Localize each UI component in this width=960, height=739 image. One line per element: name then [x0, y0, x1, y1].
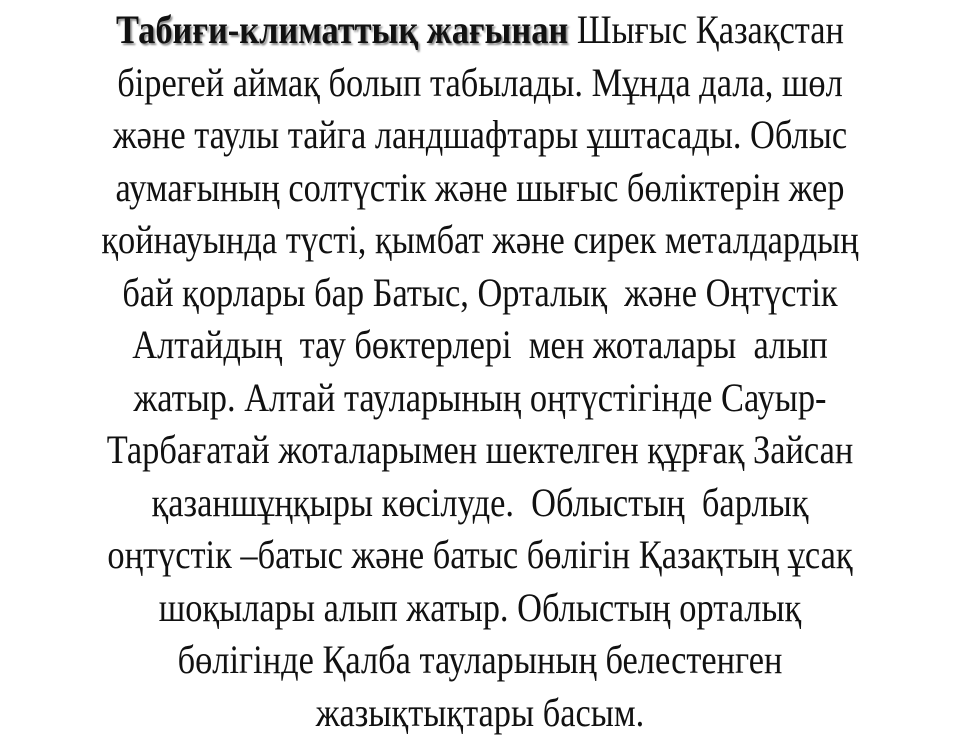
text-line: аумағының солтүстік және шығыс бөліктерін жер — [67, 162, 893, 215]
heading-text: Табиғи-климаттық жағынан — [116, 7, 568, 52]
text-line-content: Шығыс Қазақстан — [568, 7, 844, 52]
body-text — [0, 4, 960, 739]
text-line: бай қорлары бар Батыс, Орталық және Оңтүстік — [67, 267, 893, 320]
text-line — [67, 4, 893, 57]
text-line: жатыр. Алтай тауларының оңтүстігінде Сауыр- — [67, 372, 893, 425]
text-line: шоқылары алып жатыр. Облыстың орталық — [67, 582, 893, 635]
text-line: Алтайдың тау бөктерлері мен жоталары алып — [67, 319, 893, 372]
text-line: бөлігінде Қалба тауларының белестенген — [67, 634, 893, 687]
text-line: бірегей аймақ болып табылады. Мұнда дала, шөл — [67, 57, 893, 110]
text-line: қойнауында түсті, қымбат және сирек металдардың — [67, 214, 893, 267]
text-line: және таулы тайга ландшафтары ұштасады. Облыс — [67, 109, 893, 162]
text-line: оңтүстік –батыс және батыс бөлігін Қазақтың ұсақ — [67, 529, 893, 582]
text-line: жазықтықтары басым. — [67, 687, 893, 739]
text-line: қазаншұңқыры көсілуде. Облыстың барлық — [67, 477, 893, 530]
text-line: Тарбағатай жоталарымен шектелген құрғақ Зайсан — [67, 424, 893, 477]
